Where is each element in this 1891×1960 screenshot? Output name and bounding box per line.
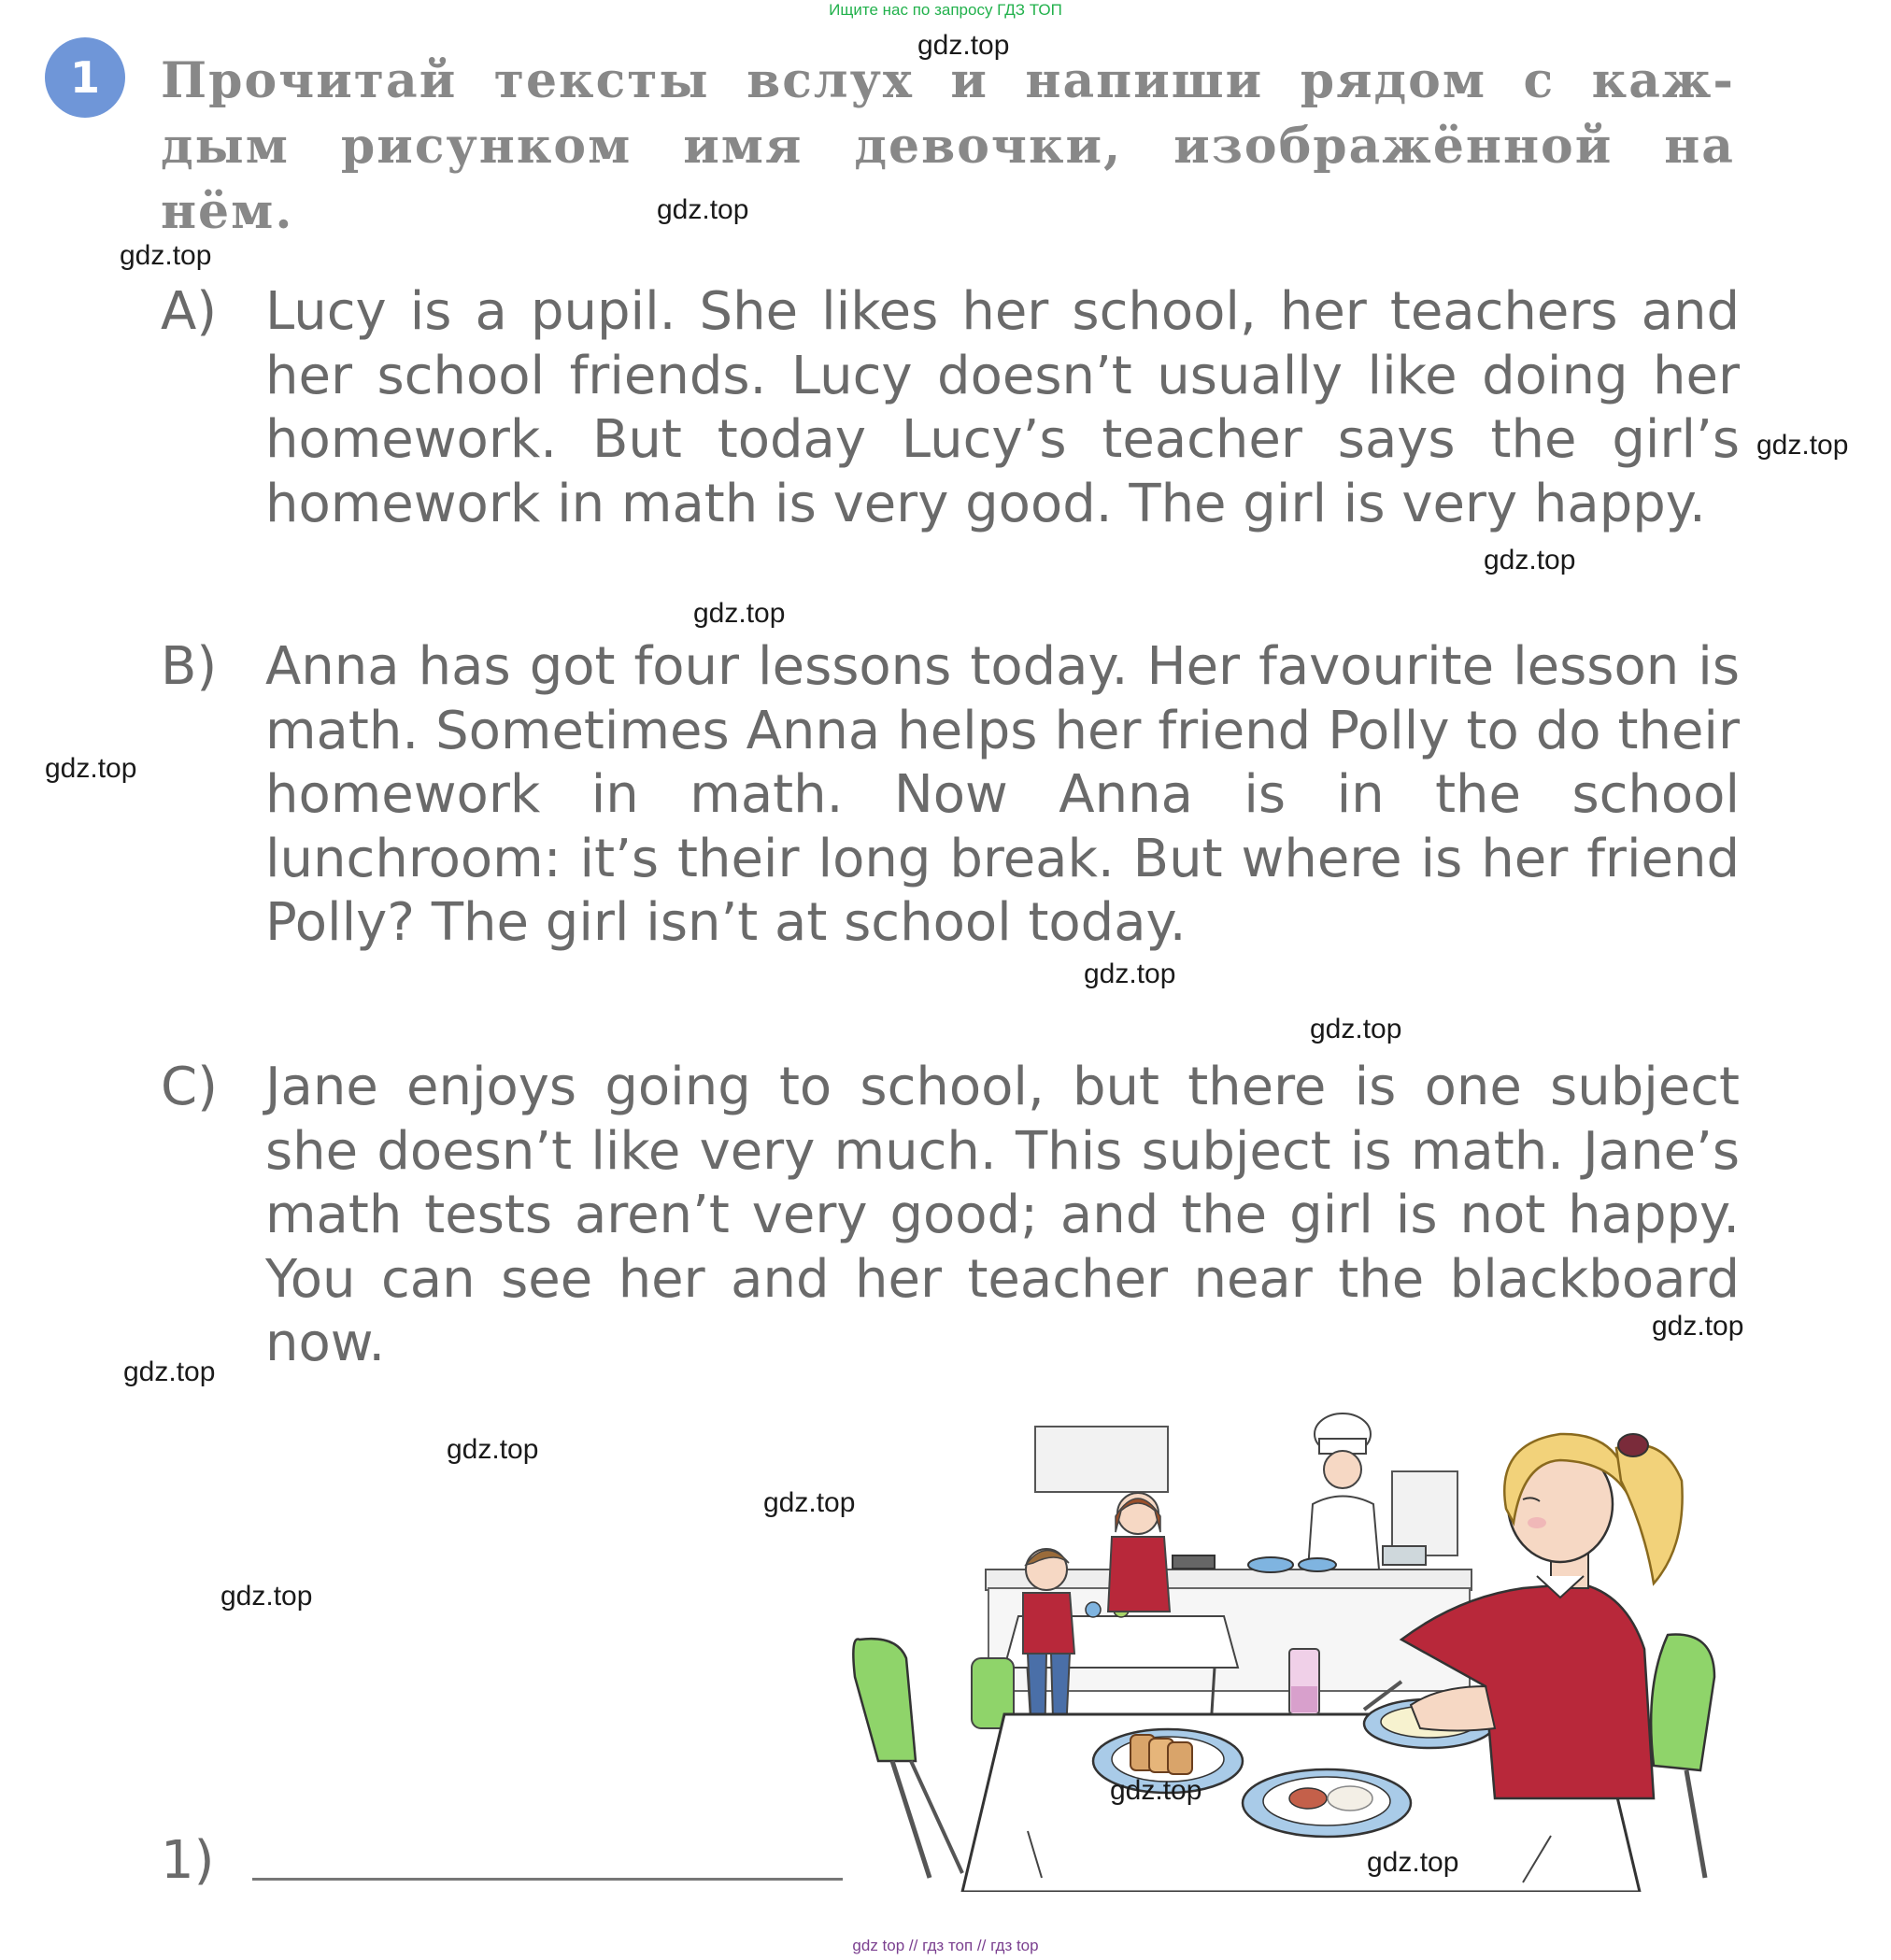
watermark: gdz.top (657, 194, 749, 225)
watermark: gdz.top (1084, 959, 1176, 989)
watermark: gdz.top (1484, 545, 1576, 575)
story-letter: B) (161, 636, 218, 697)
instruction-line: нём. (161, 183, 294, 240)
story-letter: A) (161, 281, 218, 342)
footer: gdz top // гдз топ // гдз top (852, 1937, 1039, 1954)
watermark: gdz.top (447, 1434, 539, 1465)
watermark: gdz.top (1110, 1775, 1202, 1806)
watermark: gdz.top (45, 753, 137, 784)
instruction-line: Прочитай тексты вслух и напиши рядом с каж- (161, 52, 1735, 109)
watermark: gdz.top (763, 1487, 856, 1518)
answer-number: 1) (161, 1830, 215, 1891)
lunchroom-illustration (841, 1406, 1738, 1892)
watermark: gdz.top (1310, 1014, 1402, 1044)
watermark: gdz.top (1756, 430, 1849, 461)
task-number-badge: 1 (45, 37, 125, 118)
story-text: Lucy is a pupil. She likes her school, her teachers and her school friends. Lucy doesn’t usually like doing her homework. But today Lucy’s teacher says the girl’s homework in math is very good. The girl is very happy. (265, 281, 1740, 534)
watermark: gdz.top (917, 30, 1010, 61)
story-letter: C) (161, 1057, 218, 1117)
story-text: Anna has got four lessons today. Her favourite lesson is math. Sometimes Anna helps her friend Polly to do their homework in math. Now Anna is in the school lunchroom: it’s their long break. But where is her friend Polly? The girl isn’t at school today. (265, 636, 1740, 954)
watermark: gdz.top (120, 240, 212, 271)
watermark: gdz.top (1367, 1847, 1459, 1878)
answer-blank-line[interactable] (252, 1878, 843, 1881)
task-instruction (161, 49, 1735, 245)
watermark: gdz.top (693, 598, 786, 629)
watermark: gdz.top (1652, 1311, 1744, 1342)
story-text: Jane enjoys going to school, but there is one subject she doesn’t like very much. This subject is math. Jane’s math tests aren’t very good; and the girl is not happy. You can see her and her teacher near the blackboard now. (265, 1057, 1740, 1374)
instruction-line: дым рисунком имя девочки, изображённой на (161, 118, 1735, 175)
watermark: gdz.top (220, 1581, 313, 1612)
watermark: gdz.top (123, 1356, 216, 1387)
top-banner: Ищите нас по запросу ГДЗ ТОП (829, 1, 1062, 19)
